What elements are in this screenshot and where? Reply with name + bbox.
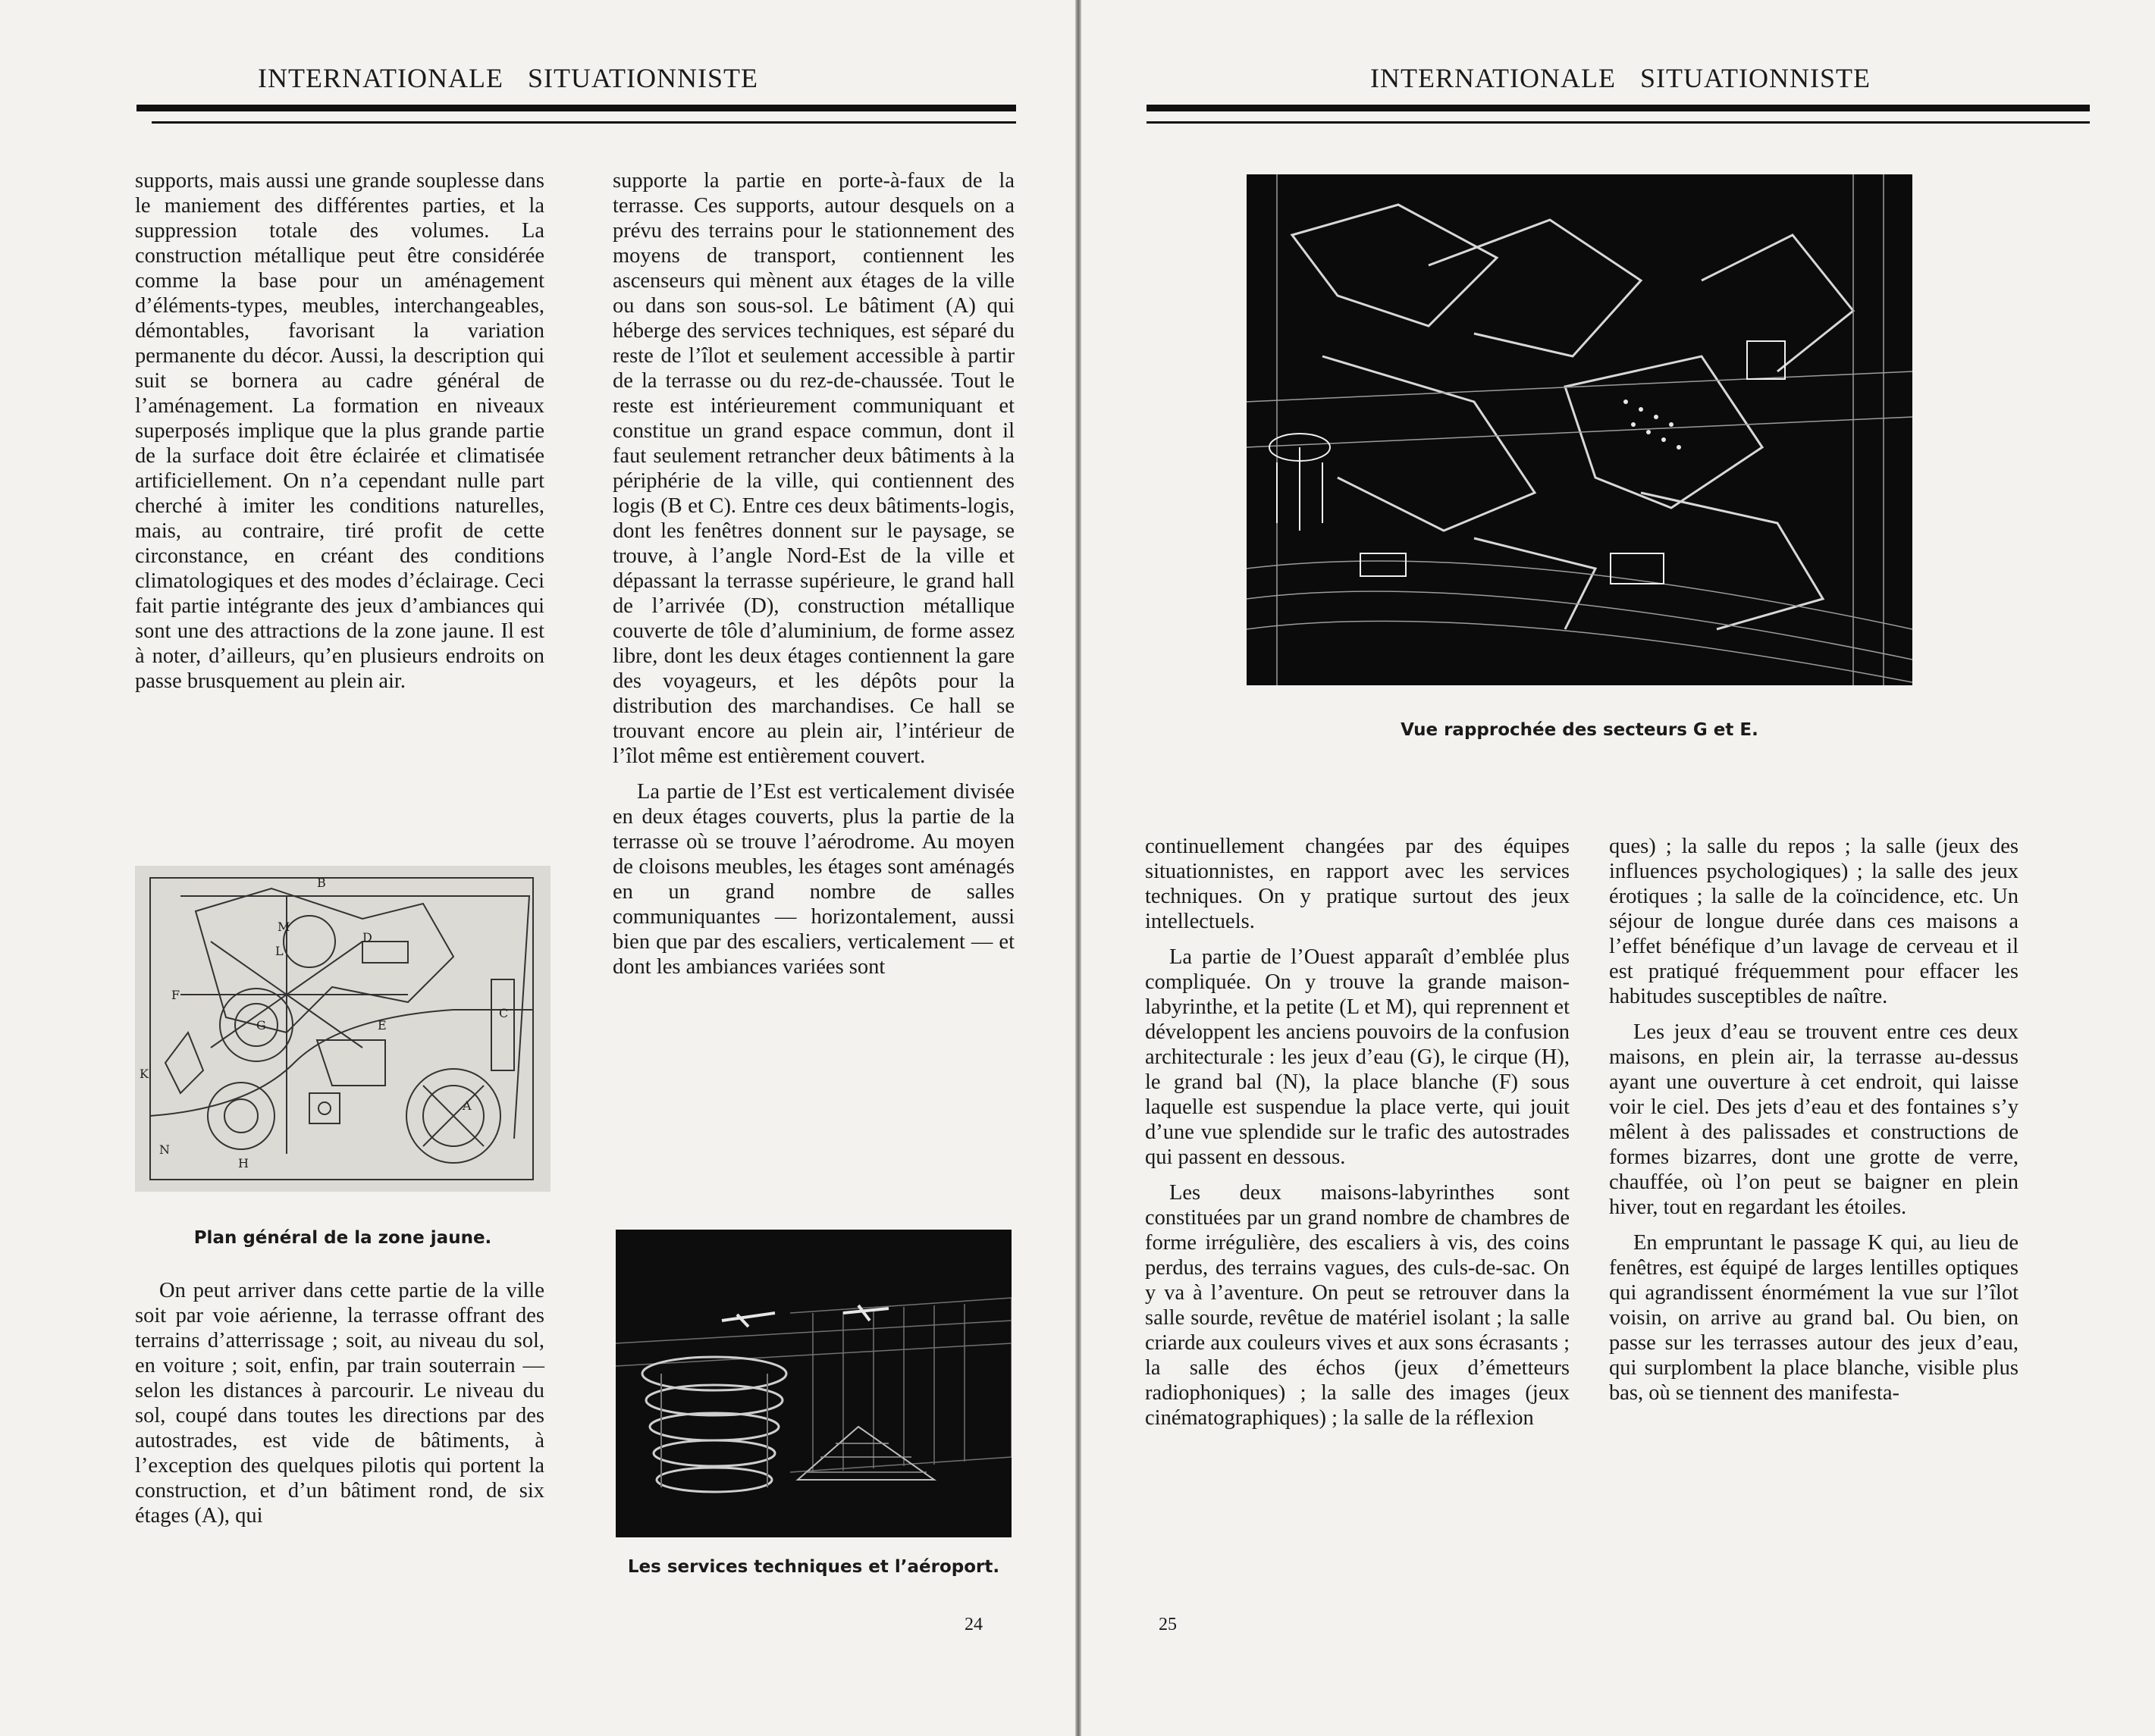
header-word-2: SITUATIONNISTE — [1639, 63, 1871, 93]
page-number: 24 — [965, 1615, 983, 1634]
header-rule-thin — [1147, 121, 2090, 124]
right-page — [1081, 0, 2155, 1736]
plan-label-m: M — [278, 920, 290, 934]
plan-label-d: D — [362, 930, 372, 945]
plan-label-n: N — [159, 1142, 170, 1157]
paragraph: supporte la partie en porte-à-faux de la terrasse. Ces supports, autour desquels on a prévu des terrains pour le stationnement des moyens de transport, contiennent les ascenseurs qui mènent aux étages de la ville ou dans son sous-sol. Le bâtiment (A) qui héberge des services techniques, est séparé du reste de l’îlot et seulement accessible à partir de la terrasse ou du rez-de-chaussée. Tout le reste est intérieurement communiquant et constitue un grand espace commun, dont il faut seulement retrancher deux bâtiments à la périphérie de la ville, qui contiennent des logis (B et C). Entre ces deux bâtiments-logis, dont les fenêtres donnent sur le paysage, se trouve, à l’angle Nord-Est de la ville et dépassant la terrasse supérieure, le grand hall de l’arrivée (D), construction métallique couverte de tôle d’aluminium, de forme assez libre, dont les deux étages contiennent la gare des voyageurs, et les dépôts pour la distribution des marchandises. Ce hall se trouvant encore au plein air, l’intérieur de l’îlot même est entièrement couvert. — [613, 169, 1015, 768]
airport-caption: Les services techniques et l’aéroport. — [627, 1557, 1000, 1577]
header-word-1: INTERNATIONALE — [1370, 63, 1616, 93]
running-header — [1139, 62, 2102, 94]
header-rule — [1147, 105, 2090, 111]
paragraph: Les jeux d’eau se trouvent entre ces deux maisons, en plein air, la terrasse au-dessus ayant une ouverture à cet endroit, qui laisse voir le ciel. Des jets d’eau et des fontaines s’y mêlent à des palissades et constructions de formes bizarres, dont une grotte de verre, chauffée, où l’on peut se baigner en plein hiver, tout en regardant les étoiles. — [1609, 1020, 2019, 1219]
plan-label-l: L — [275, 944, 284, 958]
sectors-photo — [1247, 174, 1912, 685]
header-word-1: INTERNATIONALE — [258, 63, 503, 93]
header-word-2: SITUATIONNISTE — [527, 63, 758, 93]
left-column-1-bottom — [135, 1278, 544, 1539]
airport-photo-image — [616, 1230, 1012, 1537]
plan-drawing — [135, 866, 551, 1192]
running-header — [0, 62, 1016, 94]
plan-label-a: A — [463, 1098, 472, 1113]
paragraph: La partie de l’Ouest apparaît d’emblée plus compliquée. On y trouve la grande maison-labyrinthe, et la petite (L et M), qui reprennent et développent les anciens pouvoirs de la confusion architecturale : les jeux d’eau (G), le cirque (H), le grand bal (N), la place blanche (F) sous laquelle est suspendue la place verte, qui jouit d’une vue splendide sur le trafic des autostrades qui passent en dessous. — [1145, 945, 1570, 1169]
paragraph: ques) ; la salle du repos ; la salle (jeux des influences psychologiques) ; la salle des jeux érotiques ; la salle de la coïncidence, etc. Un séjour de longue durée dans ces maisons a l’effet bénéfique d’un lavage de cerveau et il est pratiqué fréquemment pour effacer les habitudes susceptibles de naître. — [1609, 835, 2019, 1008]
airport-photo — [616, 1230, 1012, 1537]
paragraph: On peut arriver dans cette partie de la ville soit par voie aérienne, la terrasse offrant des terrains d’atterrissage ; soit, au niveau du sol, en voiture ; soit, enfin, par train souterrain — selon les distances à parcourir. Le niveau du sol, coupé dans toutes les directions par des autostrades, est vide de bâtiments, à l’exception des quelques pilotis qui portent la construction, et d’un bâtiment rond, de six étages (A), qui — [135, 1279, 544, 1528]
plan-label-g: G — [256, 1018, 266, 1033]
plan-label-b: B — [317, 876, 326, 890]
plan-label-f: F — [171, 988, 180, 1002]
plan-label-k: K — [140, 1067, 149, 1081]
header-rule-thin — [152, 121, 1016, 124]
left-page — [0, 0, 1075, 1736]
left-column-2 — [613, 168, 1015, 990]
left-column-1-top — [135, 168, 544, 704]
sectors-caption: Vue rapprochée des secteurs G et E. — [1401, 720, 1758, 740]
paragraph: En empruntant le passage K qui, au lieu de fenêtres, est équipé de larges lentilles optiques qui agrandissent énormément la vue sur l’îlot voisin, on arrive au grand bal. Ou bien, on passe sur les terrasses autour des jeux d’eau, qui surplombent la place blanche, visible plus bas, où se tiennent des manifesta- — [1609, 1231, 2019, 1405]
header-rule — [136, 105, 1016, 111]
paragraph: La partie de l’Est est verticalement divisée en deux étages couverts, plus la partie de la terrasse où se trouve l’aérodrome. Au moyen de cloisons meubles, les étages sont aménagés en un grand nombre de salles communiquantes — horizontalement, aussi bien que par des escaliers, verticalement — et dont les ambiances variées sont — [613, 780, 1015, 979]
plan-figure — [135, 866, 551, 1192]
right-column-2 — [1609, 834, 2019, 1416]
plan-label-h: H — [238, 1156, 249, 1170]
page-number: 25 — [1159, 1615, 1177, 1634]
right-column-1 — [1145, 834, 1570, 1441]
plan-label-c: C — [499, 1006, 509, 1020]
book-gutter — [1075, 0, 1081, 1736]
paragraph: supports, mais aussi une grande souplesse dans le maniement des différentes parties, et la suppression totale des volumes. La construction métallique peut être considérée comme la base pour un aménagement d’éléments-types, meubles, interchangeables, démontables, favorisant la variation permanente du décor. Aussi, la description qui suit se bornera au cadre général de l’aménagement. La formation en niveaux superposés implique que la plus grande partie de la surface doit être éclairée et climatisée artificiellement. On n’a cependant nulle part cherché à imiter les conditions naturelles, mais, au contraire, tiré profit de cette circonstance, en créant des conditions climatologiques et des modes d’éclairage. Ceci fait partie intégrante des jeux d’ambiances qui sont une des attractions de la zone jaune. Il est à noter, d’ailleurs, qu’en plusieurs endroits on passe brusquement au plein air. — [135, 169, 544, 693]
paragraph: Les deux maisons-labyrinthes sont constituées par un grand nombre de chambres de forme irrégulière, des escaliers à vis, des coins perdus, des terrains vagues, des culs-de-sac. On y va à l’aventure. On peut se retrouver dans la salle sourde, revêtue de matériel isolant ; la salle criarde aux couleurs vives et aux sons écrasants ; la salle des échos (jeux d’émetteurs radiophoniques) ; la salle des images (jeux cinématographiques) ; la salle de la réflexion — [1145, 1181, 1570, 1430]
plan-label-e: E — [378, 1018, 387, 1033]
paragraph: continuellement changées par des équipes situationnistes, en rapport avec les services techniques. On y pratique surtout des jeux intellectuels. — [1145, 835, 1570, 933]
sectors-photo-image — [1247, 174, 1912, 685]
plan-caption: Plan général de la zone jaune. — [193, 1228, 492, 1248]
